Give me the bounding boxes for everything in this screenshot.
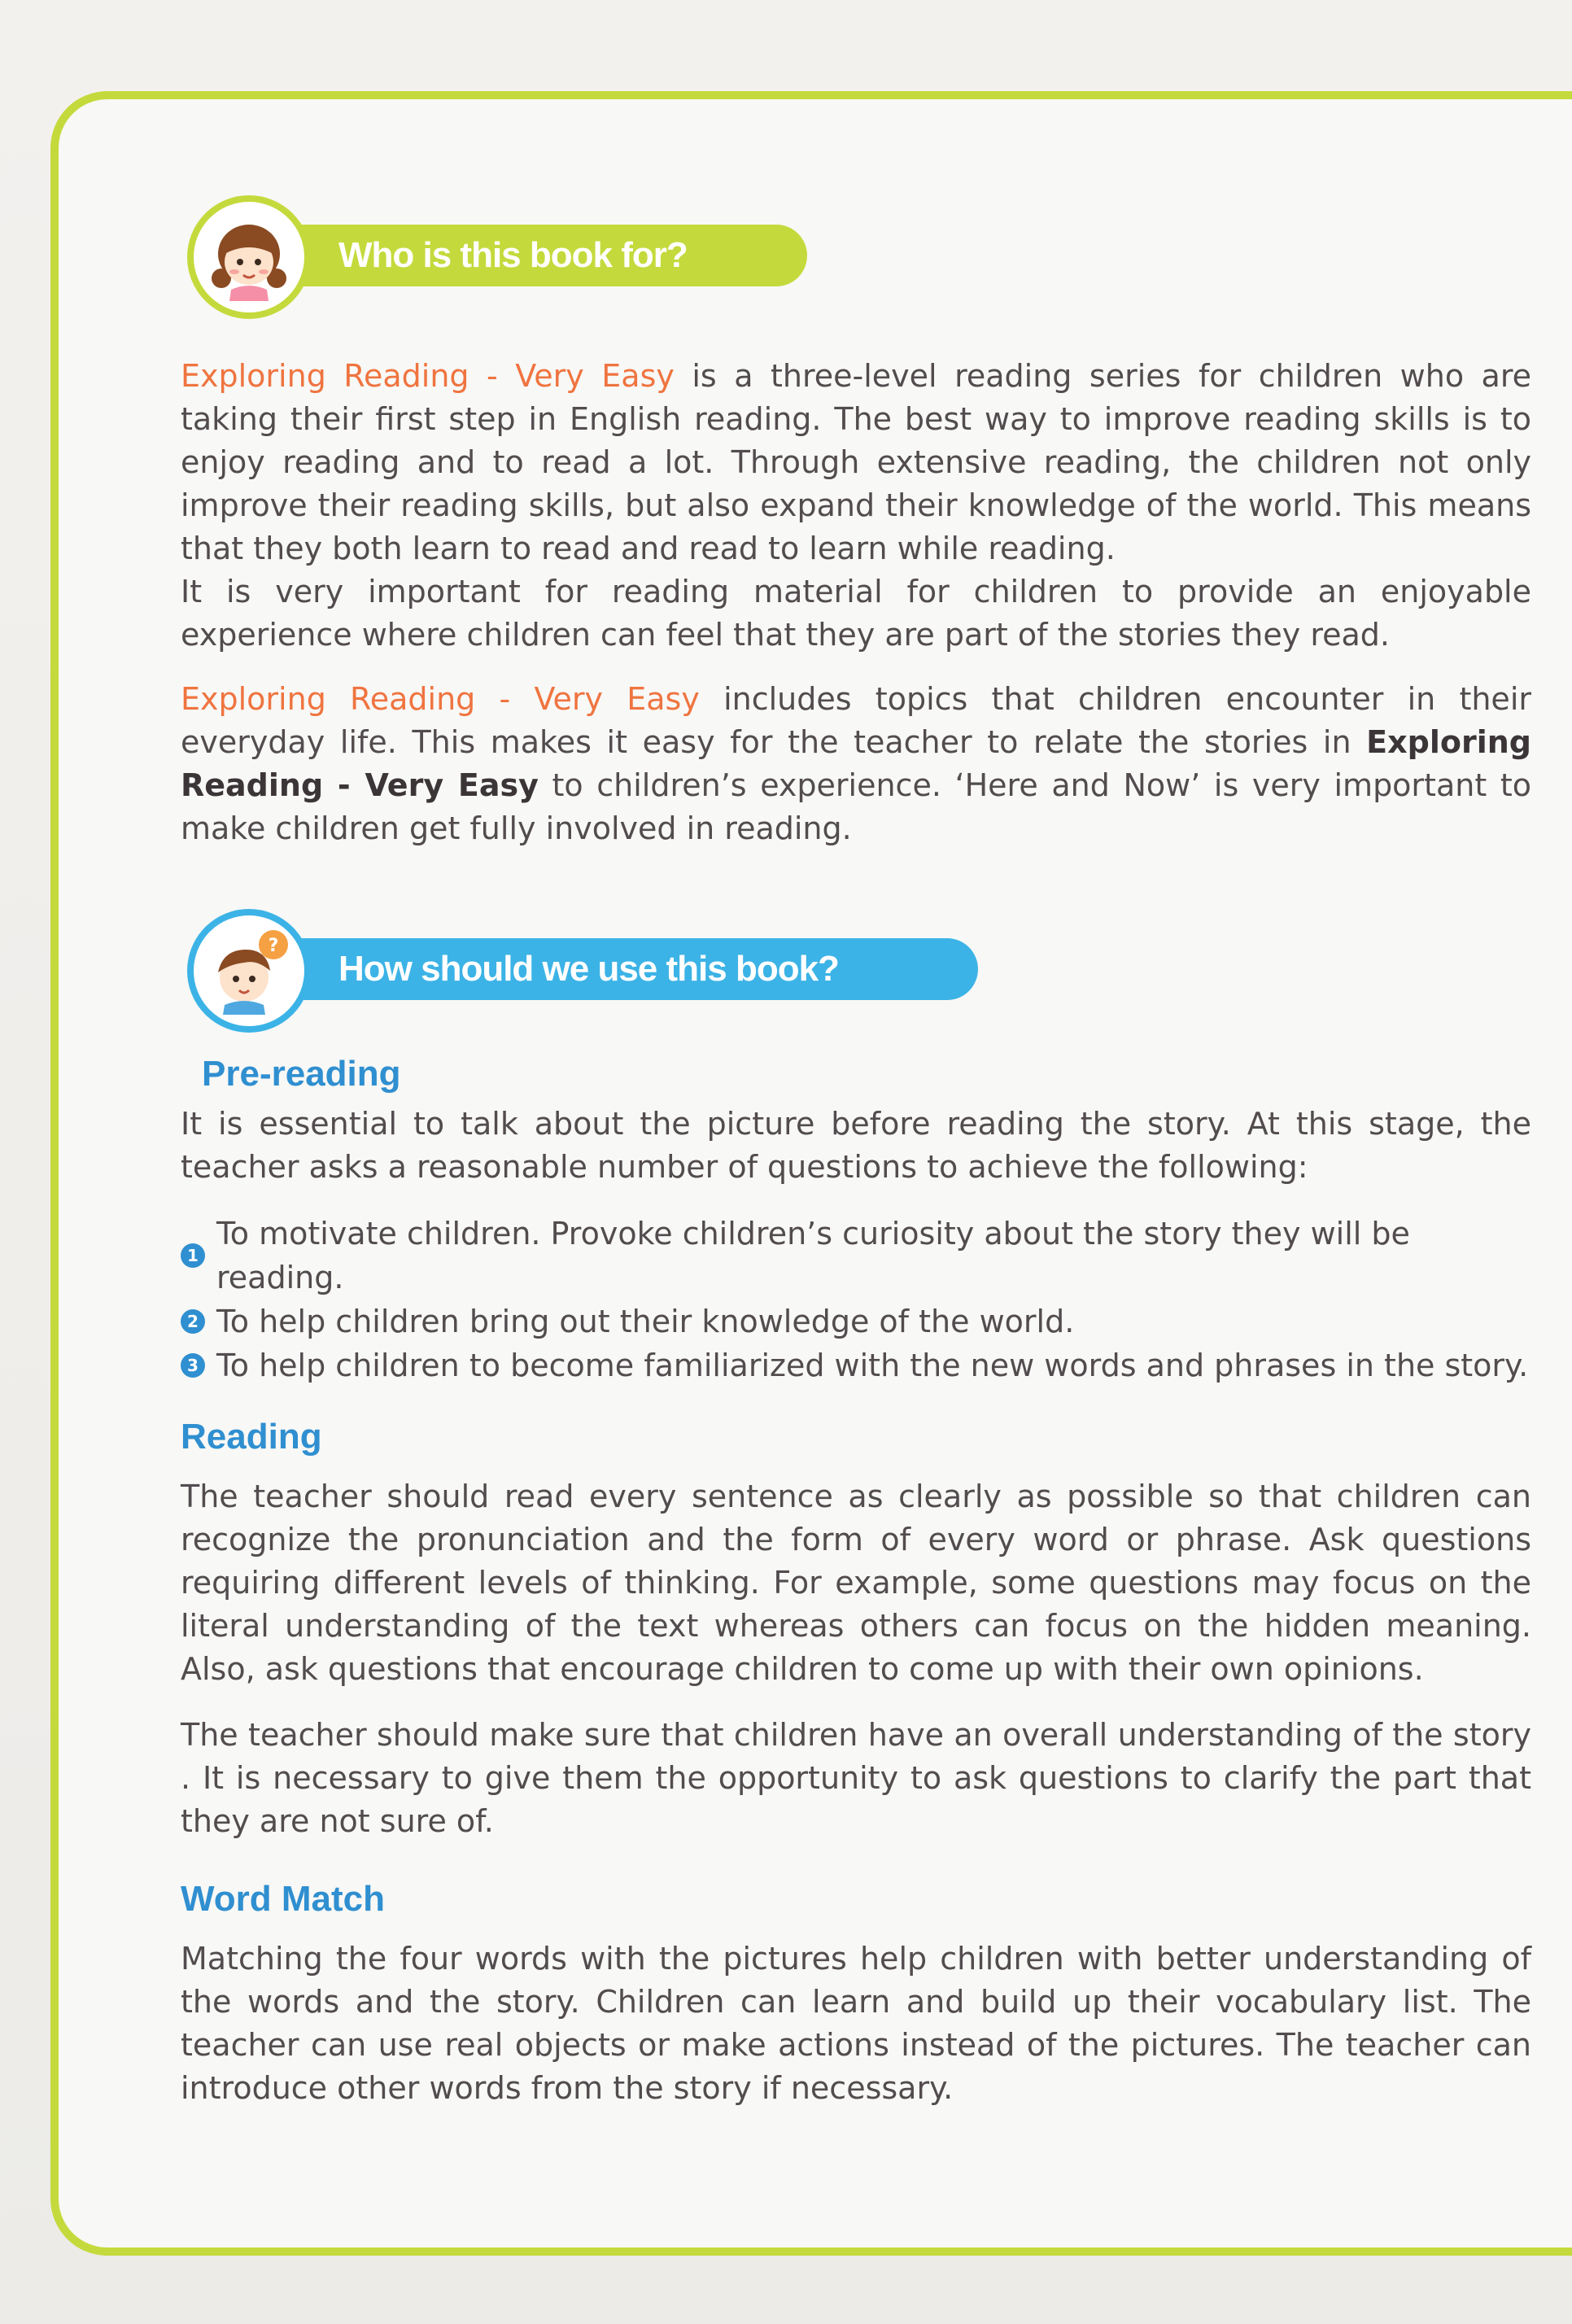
intro-text: is a three-level reading series for children who are taking their first step in English reading. The best way to improve reading skills is to enjoy reading and to read a lot. Through extensive reading, the children not only improve their reading skills, but also expand their knowledge of the world. This means that they both learn to read and read to learn while reading. <box>181 358 1532 566</box>
list-item: 1 To motivate children. Provoke children’s curiosity about the story they will be reading. <box>181 1212 1531 1300</box>
paragraph-enjoyable: It is very important for reading material for children to provide an enjoyable experience where children can feel that they are part of the stories they read. <box>181 574 1531 653</box>
series-name-highlight: Exploring Reading - Very Easy <box>181 681 700 717</box>
paragraph-word-match: Matching the four words with the pictures help children with better understanding of the words and the story. Children can learn and build up their vocabulary list. The teacher can use real objects or make actions instead of the pictures. The teacher can introduce other words from the story if necessary. <box>181 1941 1531 2106</box>
number-badge: 1 <box>181 1243 205 1268</box>
list-item: 2 To help children bring out their knowledge of the world. <box>181 1300 1531 1343</box>
series-name-bold: Exploring Reading - Very Easy <box>181 724 1531 803</box>
section-header-how <box>181 909 1531 1039</box>
paragraph-topics: Exploring Reading - Very Easy includes topics that children encounter in their everyday life. This makes it easy for the teacher to relate the stories in Exploring Reading - Very Easy to children’s experience. ‘Here and Now’ is very important to make children get fully involved in reading. <box>181 681 1531 846</box>
heading-word-match: Word Match <box>181 1879 385 1919</box>
list-item: 3 To help children to become familiarized with the new words and phrases in the story. <box>181 1343 1531 1387</box>
content <box>181 195 1531 2110</box>
section-title-how: How should we use this book? <box>278 938 978 1000</box>
section-title-who: Who is this book for? <box>278 225 807 286</box>
paragraph-reading-1: The teacher should read every sentence as clearly as possible so that children can recognize the pronunciation and the form of every word or phrase. Ask questions requiring different levels of thinking. For example, some questions may focus on the literal understanding of the text whereas others can focus on the hidden meaning. Also, ask questions that encourage children to come up with their own opinions. <box>181 1479 1531 1687</box>
heading-reading: Reading <box>181 1417 322 1457</box>
number-badge: 2 <box>181 1309 205 1334</box>
number-badge: 3 <box>181 1353 205 1378</box>
pre-reading-list <box>181 1212 1531 1387</box>
svg-text:?: ? <box>268 936 279 956</box>
series-name-highlight: Exploring Reading - Very Easy <box>181 358 675 394</box>
section-header-who <box>181 195 1531 325</box>
paragraph-pre-reading: It is essential to talk about the picture before reading the story. At this stage, the teacher asks a reasonable number of questions to achieve the following: <box>181 1106 1531 1185</box>
girl-avatar-icon <box>187 195 311 319</box>
heading-pre-reading: Pre-reading <box>202 1054 401 1094</box>
paragraph-intro <box>181 355 1531 570</box>
paragraph-reading-2: The teacher should make sure that children have an overall understanding of the story . It is necessary to give them the opportunity to ask questions to clarify the part that they are not sure of. <box>181 1717 1531 1839</box>
boy-avatar-icon <box>187 909 311 1033</box>
